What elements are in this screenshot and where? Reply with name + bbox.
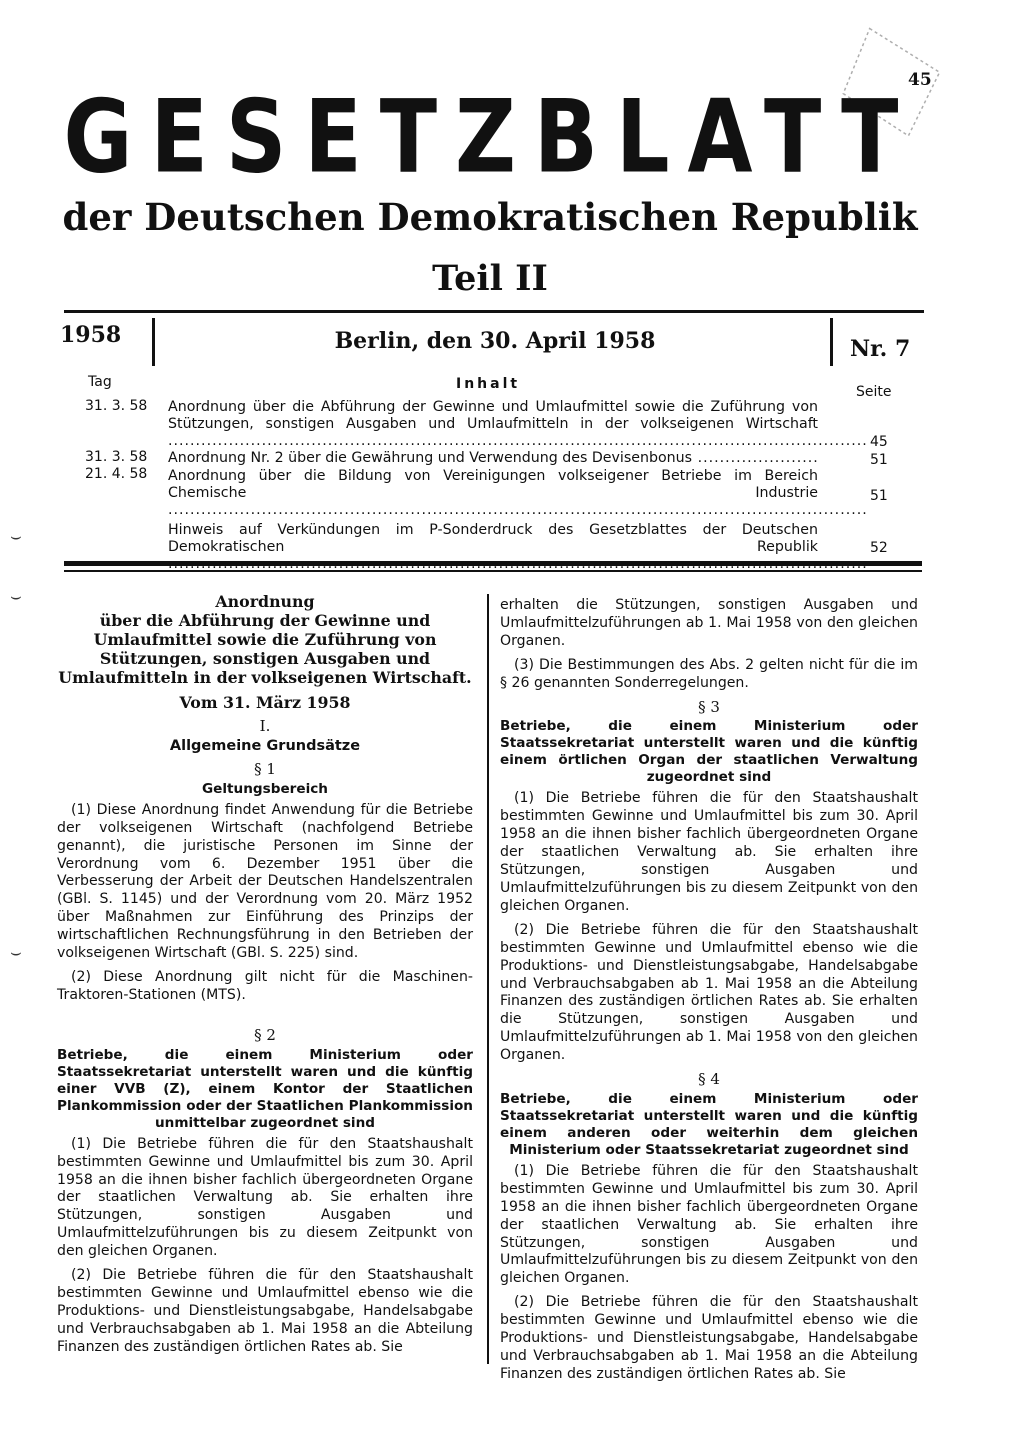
part-label: Teil II xyxy=(432,258,548,299)
toc-entry-date: 31. 3. 58 xyxy=(85,449,148,465)
issue-year: 1958 xyxy=(60,322,122,348)
section-number: § 4 xyxy=(698,1070,720,1089)
paragraph: (1) Die Betriebe führen die für den Staatshaushalt bestimmten Gewinne und Umlaufmittel bis zum 30. April 1958 an die ihnen bisher fachlich übergeordneten Organe der staatlichen Verwaltung ab. Sie erhalten ihre Stützungen, sonstigen Ausgaben und Umlaufmittelzuführungen bis zu diesem Zeitpunkt von den gleichen Organen. xyxy=(500,1162,918,1287)
toc-entry-date: 31. 3. 58 xyxy=(85,398,148,414)
margin-check-icon: ⌣ xyxy=(10,586,22,607)
toc-entry-text[interactable]: Anordnung über die Bildung von Vereinigungen volkseigener Betriebe im Bereich Chemische Industrie ..... xyxy=(168,468,818,519)
section-title: Betriebe, die einem Ministerium oder Staatssekretariat unterstellt waren und die künftig einem örtlichen Organ der staatlichen Verwaltung zugeordnet sind xyxy=(500,718,918,786)
section-number: § 2 xyxy=(254,1025,276,1044)
issue-date: Berlin, den 30. April 1958 xyxy=(334,328,656,354)
contents-rule xyxy=(64,570,922,572)
part-title: Allgemeine Grundsätze xyxy=(169,737,361,754)
section-number: § 3 xyxy=(698,697,720,716)
toc-entry-text[interactable]: Hinweis auf Verkündungen im P-Sonderdruck des Gesetzblattes der Deutschen Demokratischen Republik ..... xyxy=(168,522,818,573)
section-title: Geltungsbereich xyxy=(202,780,328,797)
paragraph: (3) Die Bestimmungen des Abs. 2 gelten nicht für die im § 26 genannten Sonderregelungen. xyxy=(500,656,918,691)
section-number: § 1 xyxy=(254,759,276,778)
masthead-title: GESETZBLATT xyxy=(63,78,917,196)
column-divider xyxy=(487,594,489,1364)
section-title: Betriebe, die einem Ministerium oder Staatssekretariat unterstellt waren und die künftig einem anderen oder weiterhin dem gleichen Ministerium oder Staatssekretariat zugeordnet sind xyxy=(500,1090,918,1158)
issue-number: Nr. 7 xyxy=(850,336,911,362)
paragraph: (2) Die Betriebe führen die für den Staatshaushalt bestimmten Gewinne und Umlaufmittel ebenso wie die Produktions- und Dienstleistungsabgabe, Handelsabgabe und Verbrauchsabgaben ab 1. Mai 1958 an die Abteilung Finanzen des zuständigen örtlichen Rates ab. Sie erhalten die Stützungen, sonstigen Ausgaben und Umlaufmittelzuführungen ab 1. Mai 1958 von den gleichen Organen. xyxy=(500,921,918,1064)
ordinance-date: Vom 31. März 1958 xyxy=(179,693,351,712)
margin-check-icon: ⌣ xyxy=(10,942,22,963)
contents-rule xyxy=(64,561,922,566)
left-column xyxy=(57,592,473,1363)
page-number: 45 xyxy=(908,70,932,90)
paragraph: erhalten die Stützungen, sonstigen Ausgaben und Umlaufmittelzuführungen ab 1. Mai 1958 von den gleichen Organen. xyxy=(500,597,918,649)
paragraph: (2) Diese Anordnung gilt nicht für die Maschinen-Traktoren-Stationen (MTS). xyxy=(57,968,473,1003)
paragraph: (1) Diese Anordnung findet Anwendung für die Betriebe der volkseigenen Wirtschaft (nachfolgend Betriebe genannt), die juristische Personen im Sinne der Verordnung vom 6. Dezember 1951 über die Verbesserung der Arbeit der Deutschen Handelszentralen (GBl. S. 1145) und der Verordnung vom 20. März 1952 über Maßnahmen zur Einführung des Prinzips der wirtschaftlichen Rechnungsführung in den Betrieben der volkseigenen Wirtschaft (GBl. S. 225) sind. xyxy=(57,801,473,962)
section-title: Betriebe, die einem Ministerium oder Staatssekretariat unterstellt waren und die künftig einer VVB (Z), einem Kontor der Staatlichen Plankommission oder der Staatlichen Plankommission unmittelbar zugeordnet sind xyxy=(57,1046,473,1131)
toc-entry-date: 21. 4. 58 xyxy=(85,466,148,482)
header-rule xyxy=(64,310,924,313)
toc-page-header: Seite xyxy=(856,384,892,400)
paragraph: (2) Die Betriebe führen die für den Staatshaushalt bestimmten Gewinne und Umlaufmittel ebenso wie die Produktions- und Dienstleistungsabgabe, Handelsabgabe und Verbrauchsabgaben ab 1. Mai 1958 an die Abteilung Finanzen des zuständigen örtlichen Rates ab. Sie xyxy=(500,1294,918,1382)
toc-heading: Inhalt xyxy=(456,376,521,392)
part-number: I. xyxy=(259,717,271,735)
toc-entry-text[interactable]: Anordnung Nr. 2 über die Gewährung und Verwendung des Devisenbonus ..... xyxy=(168,450,818,467)
right-column xyxy=(500,597,918,1390)
toc-entry-text[interactable]: Anordnung über die Abführung der Gewinne und Umlaufmittel sowie die Zuführung von Stützungen, sonstigen Ausgaben und Umlaufmitteln in der volkseigenen Wirtschaft ..... xyxy=(168,399,818,450)
ordinance-title: Anordnung über die Abführung der Gewinne und Umlaufmittel sowie die Zuführung von Stützungen, sonstigen Ausgaben und Umlaufmitteln in der volkseigenen Wirtschaft. xyxy=(58,592,472,687)
toc-entry-page: 52 xyxy=(870,540,888,556)
toc-day-header: Tag xyxy=(88,374,112,390)
header-divider xyxy=(830,318,833,366)
toc-entry-page: 51 xyxy=(870,488,888,504)
masthead-subtitle: der Deutschen Demokratischen Republik xyxy=(62,195,918,239)
paragraph: (1) Die Betriebe führen die für den Staatshaushalt bestimmten Gewinne und Umlaufmittel bis zum 30. April 1958 an die ihnen bisher fachlich übergeordneten Organe der staatlichen Verwaltung ab. Sie erhalten ihre Stützungen, sonstigen Ausgaben und Umlaufmittelzuführungen bis zu diesem Zeitpunkt von den gleichen Organen. xyxy=(57,1135,473,1260)
paragraph: (1) Die Betriebe führen die für den Staatshaushalt bestimmten Gewinne und Umlaufmittel bis zum 30. April 1958 an die ihnen bisher fachlich übergeordneten Organe der staatlichen Verwaltung ab. Sie erhalten ihre Stützungen, sonstigen Ausgaben und Umlaufmittelzuführungen bis zu diesem Zeitpunkt von den gleichen Organen. xyxy=(500,790,918,914)
toc-entry-page: 51 xyxy=(870,452,888,468)
margin-check-icon: ⌣ xyxy=(10,526,22,547)
toc-entry-page: 45 xyxy=(870,434,888,450)
paragraph: (2) Die Betriebe führen die für den Staatshaushalt bestimmten Gewinne und Umlaufmittel ebenso wie die Produktions- und Dienstleistungsabgabe, Handelsabgabe und Verbrauchsabgaben ab 1. Mai 1958 an die Abteilung Finanzen des zuständigen örtlichen Rates ab. Sie xyxy=(57,1267,473,1355)
